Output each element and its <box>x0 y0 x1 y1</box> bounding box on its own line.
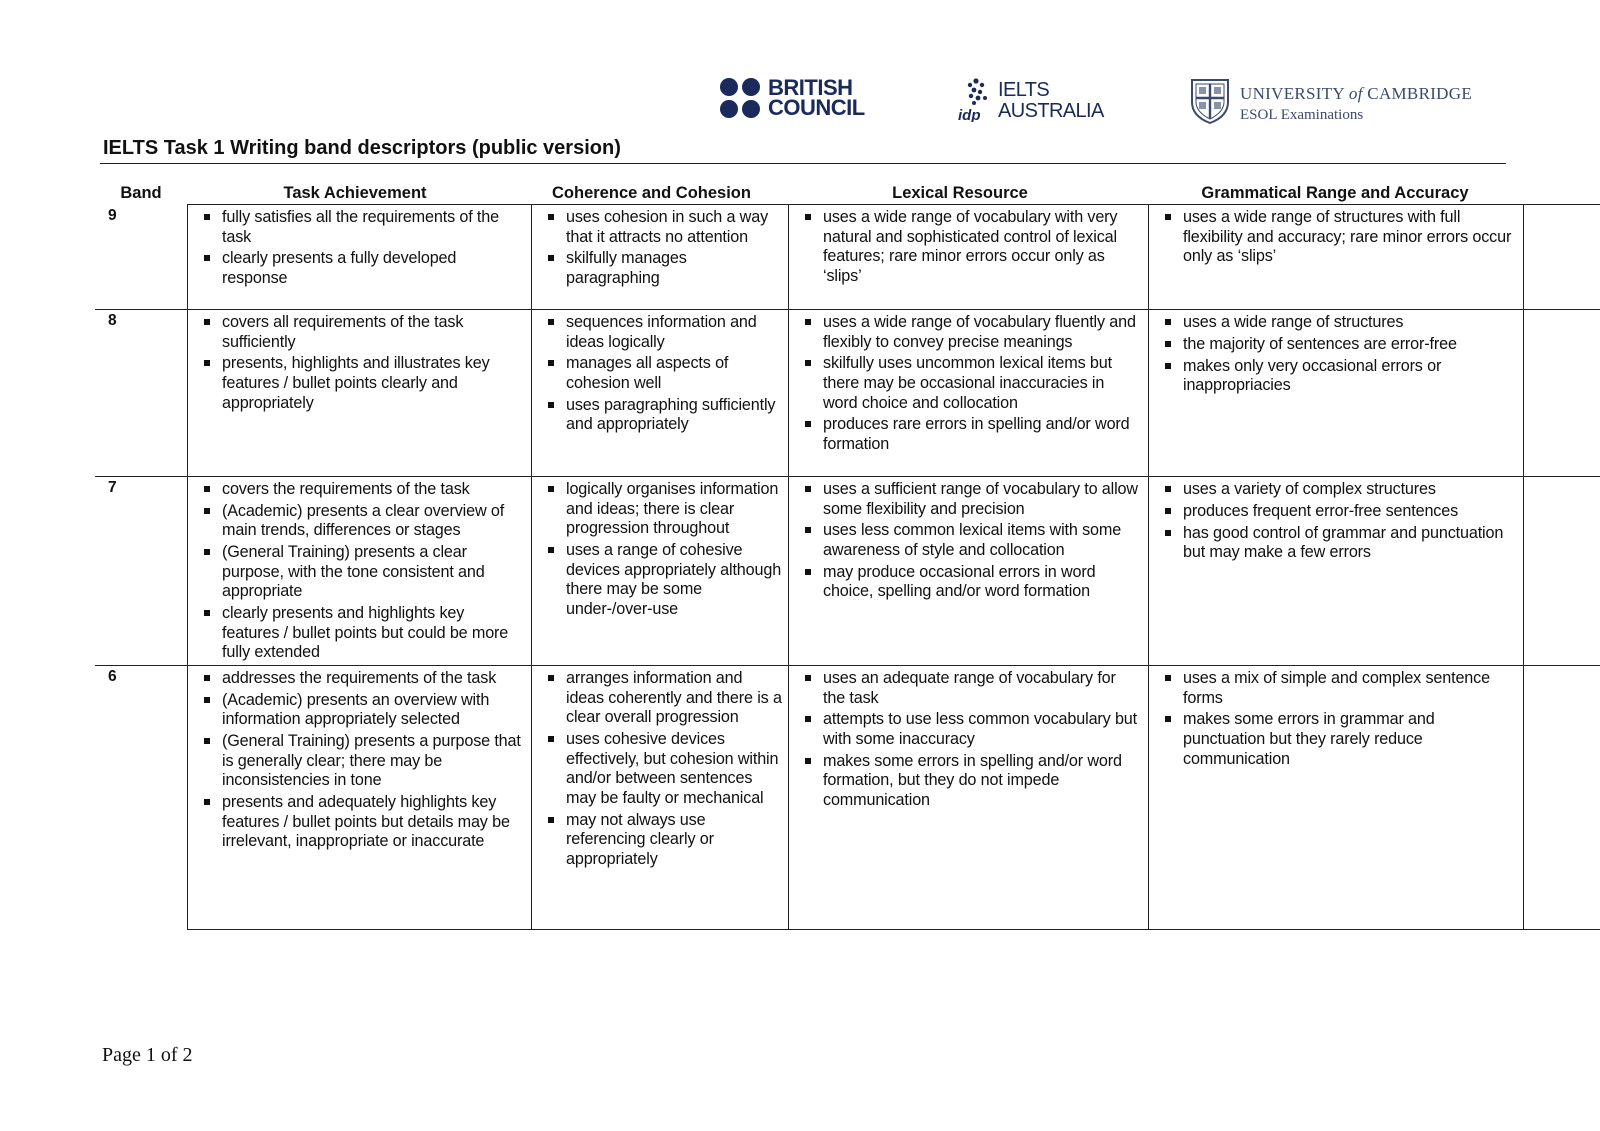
table-bottom-rule <box>187 929 1600 930</box>
band-number: 7 <box>108 479 117 496</box>
list-item: produces frequent error-free sentences <box>1163 502 1517 522</box>
cell-grammatical-range <box>1148 205 1524 309</box>
list-item: covers all requirements of the task sufficiently <box>202 313 525 352</box>
list-item: produces rare errors in spelling and/or word formation <box>803 415 1142 454</box>
cell-grammatical-range <box>1148 477 1524 665</box>
table-row <box>95 477 1530 665</box>
title-rule <box>100 163 1506 164</box>
list-item: sequences information and ideas logically <box>546 313 782 352</box>
cell-coherence-cohesion <box>531 477 788 665</box>
idp-line-2: AUSTRALIA <box>998 100 1104 122</box>
british-council-line-1: BRITISH <box>768 75 853 100</box>
list-item: arranges information and ideas coherently and there is a clear overall progression <box>546 669 782 728</box>
band-number: 9 <box>108 207 117 224</box>
list-item: skilfully uses uncommon lexical items but there may be occasional inaccuracies in word choice and collocation <box>803 354 1142 413</box>
table-row <box>95 205 1530 309</box>
idp-line-1: IELTS <box>998 79 1050 101</box>
cell-grammatical-range <box>1148 666 1524 929</box>
document-title: IELTS Task 1 Writing band descriptors (public version) <box>103 137 621 159</box>
list-item: uses a wide range of structures with full flexibility and accuracy; rare minor errors occur only as ‘slips’ <box>1163 208 1517 267</box>
cell-lexical-resource <box>788 205 1148 309</box>
list-item: may not always use referencing clearly or appropriately <box>546 811 782 870</box>
cell-task-achievement <box>187 477 531 665</box>
british-council-logo <box>720 75 865 120</box>
cell-coherence-cohesion <box>531 205 788 309</box>
cell-grammatical-range <box>1148 310 1524 476</box>
british-council-line-2: COUNCIL <box>768 95 865 120</box>
header-lexical-resource: Lexical Resource <box>892 184 1028 202</box>
cambridge-esol-logo <box>1190 78 1472 129</box>
list-item: uses a range of cohesive devices appropriately although there may be some under-/over-use <box>546 541 782 619</box>
list-item: uses an adequate range of vocabulary for the task <box>803 669 1142 708</box>
list-item: has good control of grammar and punctuation but may make a few errors <box>1163 524 1517 563</box>
list-item: uses a mix of simple and complex sentence forms <box>1163 669 1517 708</box>
list-item: presents and adequately highlights key features / bullet points but details may be irrelevant, inappropriate or inaccurate <box>202 793 525 852</box>
list-item: makes some errors in grammar and punctuation but they rarely reduce communication <box>1163 710 1517 769</box>
partner-logos <box>720 76 1490 132</box>
band-number: 6 <box>108 668 117 685</box>
list-item: logically organises information and ideas; there is clear progression throughout <box>546 480 782 539</box>
cell-task-achievement <box>187 666 531 929</box>
header-coherence-cohesion: Coherence and Cohesion <box>552 184 751 202</box>
list-item: uses a wide range of structures <box>1163 313 1517 333</box>
cell-coherence-cohesion <box>531 310 788 476</box>
table-row <box>95 310 1530 476</box>
list-item: uses a wide range of vocabulary with very natural and sophisticated control of lexical features; rare minor errors occur only as ‘slips’ <box>803 208 1142 286</box>
cambridge-crest-icon <box>1190 78 1230 129</box>
list-item: uses less common lexical items with some awareness of style and collocation <box>803 521 1142 560</box>
list-item: manages all aspects of cohesion well <box>546 354 782 393</box>
list-item: clearly presents a fully developed response <box>202 249 525 288</box>
band-number: 8 <box>108 312 117 329</box>
cell-lexical-resource <box>788 666 1148 929</box>
header-grammatical-range: Grammatical Range and Accuracy <box>1201 184 1469 202</box>
list-item: (Academic) presents an overview with information appropriately selected <box>202 691 525 730</box>
list-item: skilfully manages paragraphing <box>546 249 782 288</box>
list-item: uses paragraphing sufficiently and appropriately <box>546 396 782 435</box>
list-item: presents, highlights and illustrates key features / bullet points clearly and appropriately <box>202 354 525 413</box>
list-item: (General Training) presents a purpose that is generally clear; there may be inconsistencies in tone <box>202 732 525 791</box>
list-item: (Academic) presents a clear overview of main trends, differences or stages <box>202 502 525 541</box>
header-task-achievement: Task Achievement <box>283 184 427 202</box>
list-item: clearly presents and highlights key features / bullet points but could be more fully extended <box>202 604 525 663</box>
list-item: (General Training) presents a clear purpose, with the tone consistent and appropriate <box>202 543 525 602</box>
list-item: makes only very occasional errors or inappropriacies <box>1163 357 1517 396</box>
list-item: the majority of sentences are error-free <box>1163 335 1517 355</box>
list-item: uses cohesion in such a way that it attracts no attention <box>546 208 782 247</box>
header-band: Band <box>120 184 162 202</box>
list-item: uses a wide range of vocabulary fluently and flexibly to convey precise meanings <box>803 313 1142 352</box>
british-council-dots-icon <box>720 78 760 118</box>
page-number: Page 1 of 2 <box>102 1044 193 1066</box>
table-row <box>95 666 1530 929</box>
idp-mark-text: idp <box>958 107 981 122</box>
cambridge-line-2: ESOL Examinations <box>1240 106 1364 123</box>
cell-lexical-resource <box>788 310 1148 476</box>
idp-figure-icon <box>958 76 994 122</box>
list-item: may produce occasional errors in word choice, spelling and/or word formation <box>803 563 1142 602</box>
list-item: makes some errors in spelling and/or word formation, but they do not impede communication <box>803 752 1142 811</box>
list-item: fully satisfies all the requirements of the task <box>202 208 525 247</box>
cambridge-line-1: UNIVERSITY of CAMBRIDGE <box>1240 83 1473 103</box>
list-item: uses cohesive devices effectively, but cohesion within and/or between sentences may be faulty or mechanical <box>546 730 782 808</box>
cell-lexical-resource <box>788 477 1148 665</box>
list-item: covers the requirements of the task <box>202 480 525 500</box>
list-item: uses a sufficient range of vocabulary to allow some flexibility and precision <box>803 480 1142 519</box>
cell-task-achievement <box>187 310 531 476</box>
list-item: uses a variety of complex structures <box>1163 480 1517 500</box>
idp-ielts-australia-logo <box>958 76 1104 122</box>
list-item: addresses the requirements of the task <box>202 669 525 689</box>
list-item: attempts to use less common vocabulary but with some inaccuracy <box>803 710 1142 749</box>
cell-task-achievement <box>187 205 531 309</box>
cell-coherence-cohesion <box>531 666 788 929</box>
